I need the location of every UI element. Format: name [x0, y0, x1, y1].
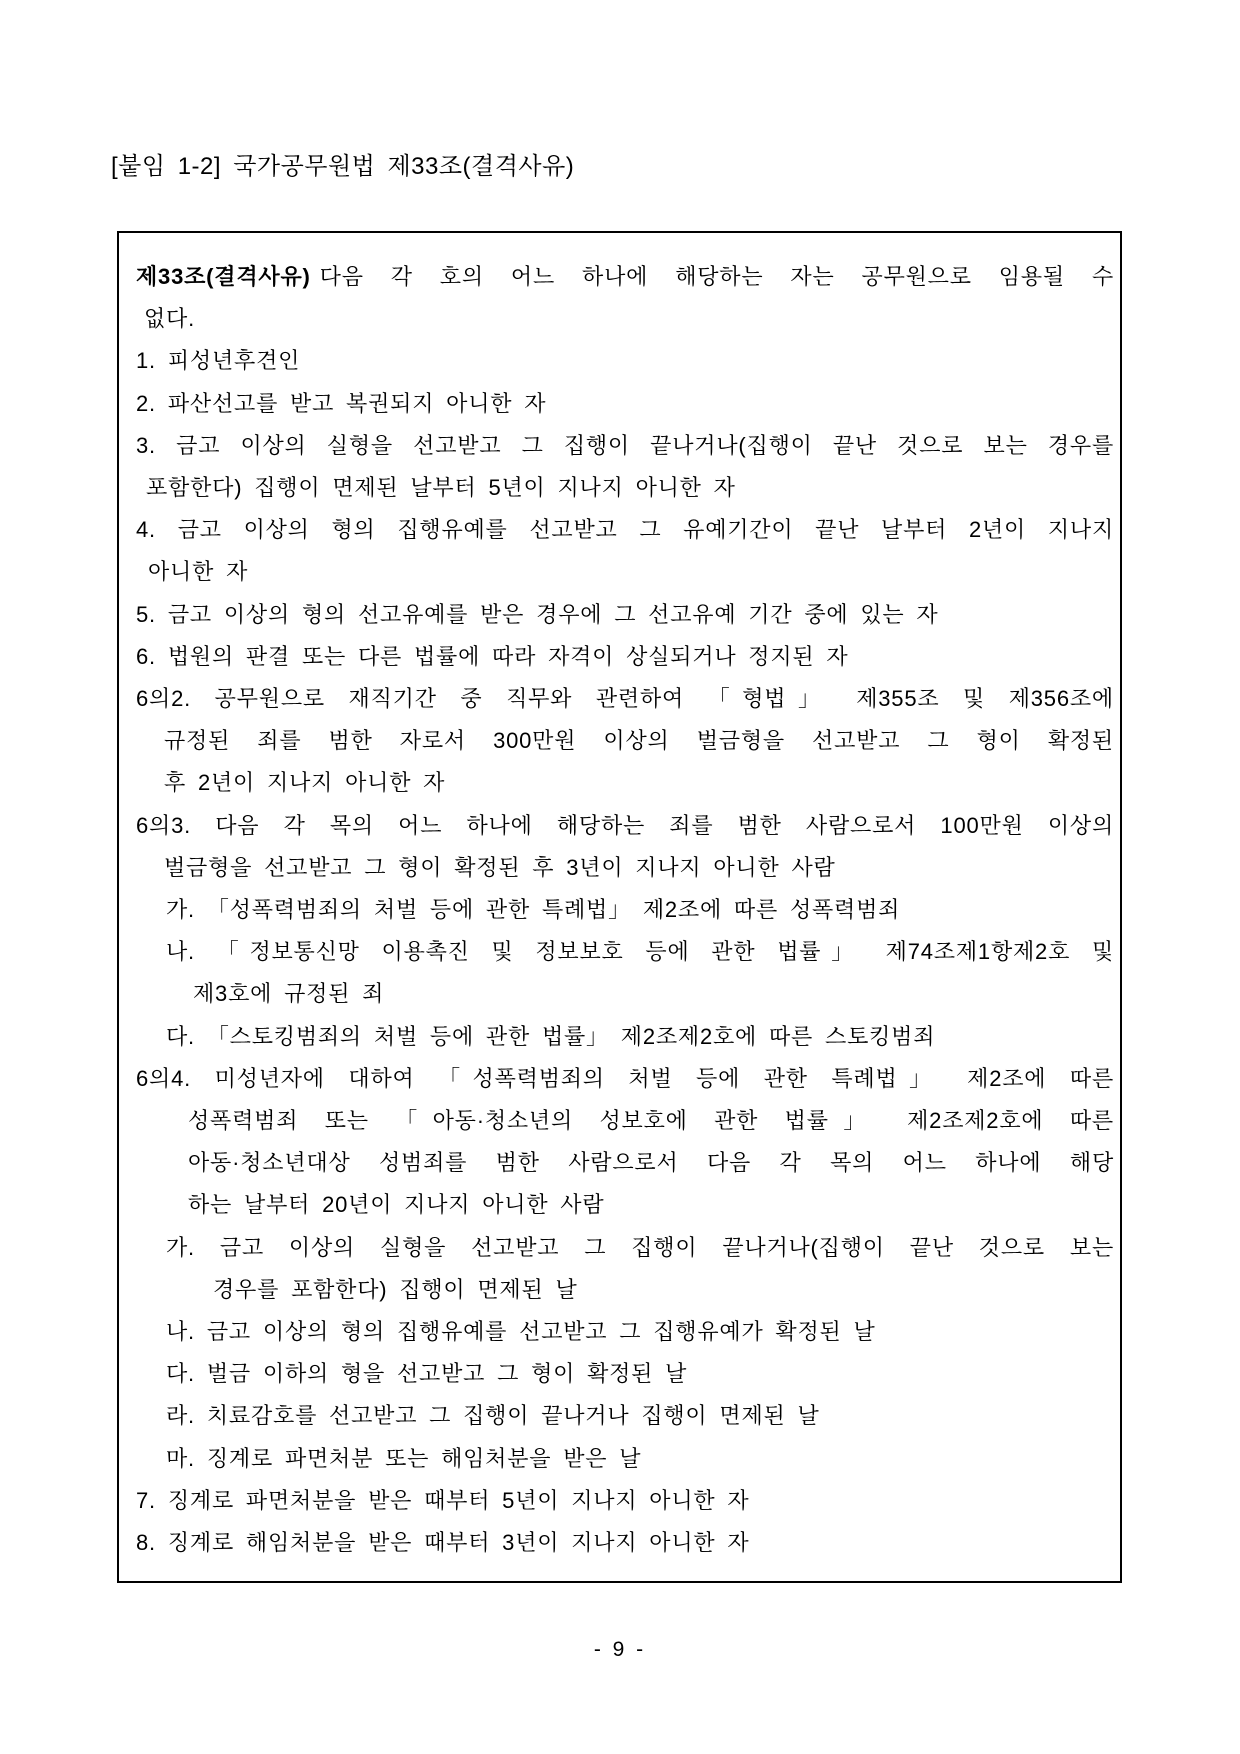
law-line: 3. 금고 이상의 실형을 선고받고 그 집행이 끝나거나(집행이 끝난 것으로 보는 경우를: [136, 432, 1114, 458]
law-line: 하는 날부터 20년이 지나지 아니한 사람: [188, 1192, 605, 1218]
law-line: 나. 금고 이상의 형의 집행유예를 선고받고 그 집행유예가 확정된 날: [166, 1319, 876, 1345]
law-line: 성폭력범죄 또는 「아동·청소년의 성보호에 관한 법률」 제2조제2호에 따른: [188, 1108, 1114, 1134]
attachment-title: [붙임 1-2] 국가공무원법 제33조(결격사유): [111, 153, 575, 180]
law-line: 경우를 포함한다) 집행이 면제된 날: [213, 1276, 578, 1302]
law-line: 가. 금고 이상의 실형을 선고받고 그 집행이 끝나거나(집행이 끝난 것으로 보는: [166, 1234, 1114, 1260]
law-line: 6의2. 공무원으로 재직기간 중 직무와 관련하여 「형법」 제355조 및 제356조에: [136, 686, 1114, 712]
law-line: 규정된 죄를 범한 자로서 300만원 이상의 벌금형을 선고받고 그 형이 확정된: [164, 728, 1114, 754]
article-label: 제33조(결격사유): [136, 264, 311, 289]
law-line: 5. 금고 이상의 형의 선고유예를 받은 경우에 그 선고유예 기간 중에 있는 자: [136, 601, 939, 627]
law-line: 벌금형을 선고받고 그 형이 확정된 후 3년이 지나지 아니한 사람: [164, 854, 836, 880]
law-line: 6의3. 다음 각 목의 어느 하나에 해당하는 죄를 범한 사람으로서 100만원 이상의: [136, 812, 1114, 838]
law-line: 4. 금고 이상의 형의 집행유예를 선고받고 그 유예기간이 끝난 날부터 2년이 지나지: [136, 517, 1114, 543]
law-line: 라. 치료감호를 선고받고 그 집행이 끝나거나 집행이 면제된 날: [166, 1403, 820, 1429]
law-line: 7. 징계로 파면처분을 받은 때부터 5년이 지나지 아니한 자: [136, 1487, 750, 1513]
law-line: 다. 벌금 이하의 형을 선고받고 그 형이 확정된 날: [166, 1361, 688, 1387]
law-line: 나. 「정보통신망 이용촉진 및 정보보호 등에 관한 법률」 제74조제1항제2호 및: [166, 939, 1114, 965]
law-line: 후 2년이 지나지 아니한 자: [164, 770, 446, 796]
law-line: 아니한 자: [148, 559, 249, 585]
law-line: 다. 「스토킹범죄의 처벌 등에 관한 법률」 제2조제2호에 따른 스토킹범죄: [166, 1023, 936, 1049]
law-intro-line: [136, 256, 1114, 298]
law-line: 2. 파산선고를 받고 복권되지 아니한 자: [136, 390, 547, 416]
law-line: 가. 「성폭력범죄의 처벌 등에 관한 특례법」 제2조에 따른 성폭력범죄: [166, 897, 901, 923]
law-line: 6. 법원의 판결 또는 다른 법률에 따라 자격이 상실되거나 정지된 자: [136, 643, 849, 669]
law-line: 6의4. 미성년자에 대하여 「성폭력범죄의 처벌 등에 관한 특례법」 제2조에 따른: [136, 1065, 1114, 1091]
page-number: - 9 -: [593, 1638, 647, 1661]
law-line: 포함한다) 집행이 면제된 날부터 5년이 지나지 아니한 자: [146, 475, 736, 501]
article-intro-text: 다음 각 호의 어느 하나에 해당하는 자는 공무원으로 임용될 수: [319, 264, 1114, 289]
law-line: 1. 피성년후견인: [136, 348, 301, 374]
law-line: 마. 징계로 파면처분 또는 해임처분을 받은 날: [166, 1445, 642, 1471]
law-line: 없다.: [144, 306, 196, 332]
law-line: 아동·청소년대상 성범죄를 범한 사람으로서 다음 각 목의 어느 하나에 해당: [188, 1150, 1114, 1176]
law-line: 제3호에 규정된 죄: [193, 981, 385, 1007]
law-article-box: [117, 231, 1122, 1583]
law-line: 8. 징계로 해임처분을 받은 때부터 3년이 지나지 아니한 자: [136, 1530, 750, 1556]
